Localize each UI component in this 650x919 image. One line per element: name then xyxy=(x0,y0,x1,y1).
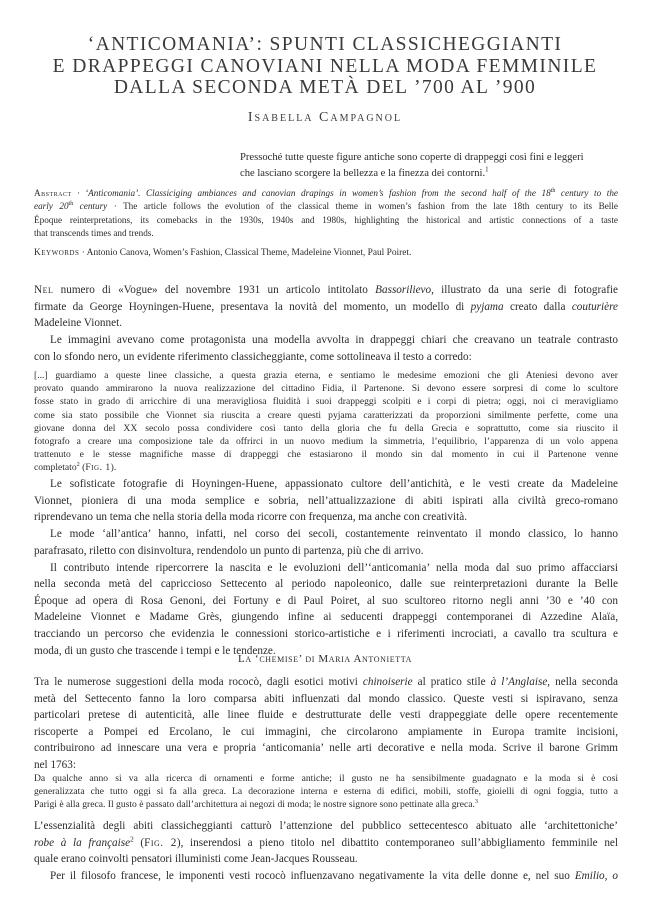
paragraph-line: moda, di un gusto che trascende i tempi e le tendenze. xyxy=(34,644,276,657)
paragraph-line: nella seconda metà del capriccioso Settecento al periodo napoleonico, dalle sue reinterpretazioni durante la Belle xyxy=(34,578,618,591)
text: completato xyxy=(34,462,77,474)
figure-ref[interactable]: Fig. 1 xyxy=(85,462,111,474)
paragraph-line: nel 1763: xyxy=(34,758,76,771)
text: ). xyxy=(110,462,117,474)
keywords-label: Keywords xyxy=(34,248,80,258)
paragraph-line: riscoperte a Pompei ed Ercolano, le cui immagini, che circolarono ampiamente in Europa tramite incisioni, xyxy=(34,725,618,738)
paragraph-line: contribuirono ad innescare una vera e propria ‘anticomania’ nelle arti decorative e nella moda. Scrive il barone Grimm xyxy=(34,742,618,755)
text: Tra le numerose suggestioni della moda rococò, dagli esotici motivi xyxy=(34,676,363,688)
text: Emilio, o xyxy=(574,869,618,882)
epigraph xyxy=(240,150,625,181)
text: Bassorilievo xyxy=(375,284,432,296)
abstract-english-title: century to the xyxy=(555,188,618,198)
quote-line: giovane donna del XX secolo possa condividere così tanto della gloria che fu della Grecia e soprattutto, come sia riuscito il xyxy=(34,422,618,434)
abstract-line: that transcends times and trends. xyxy=(34,228,154,239)
quote-line: fosse stato in grado di arricchire di una meravigliosa fluidità i suoi drappeggi scolpiti e i corpi di pietra; oggi, noi ci meravigliamo xyxy=(34,396,618,408)
paragraph-line: Vionnet, pioniera di una moda semplice e sobria, nell’attualizzazione di abiti ispirati alla civiltà greco-romano xyxy=(34,494,618,507)
quote-line: trattenuto e le stesse magnifiche masse di drappeggi che estasiarono il mondo sin dal momento in cui il Partenone venne xyxy=(34,449,618,461)
title-line: ‘ANTICOMANIA’: SPUNTI CLASSICHEGGIANTI xyxy=(87,34,563,55)
quote-line: Da qualche anno si va alla ricerca di ornamenti e forme antiche; il gusto ne ha sensibilmente guadagnato e la moda si è così xyxy=(34,773,618,784)
paragraph-line xyxy=(34,835,618,852)
figure-ref[interactable]: Fig. 2 xyxy=(144,836,177,849)
paragraph-line: Le immagini avevano come protagonista una modella avvolta in drappeggi chiari che creavano un teatrale contrasto xyxy=(50,334,618,346)
paragraph-line xyxy=(34,868,618,885)
epigraph-line xyxy=(240,166,625,182)
epigraph-text: che lasciano scorgere la bellezza e la finezza dei contorni. xyxy=(240,167,486,179)
ordinal-sup: th xyxy=(68,201,74,208)
footnote-ref[interactable]: 3 xyxy=(474,798,479,806)
text: , nella seconda xyxy=(547,676,618,688)
abstract-label: Abstract xyxy=(34,188,72,198)
quote-line: [...] guardiamo a queste linee classiche, a questa grazia eterna, e sentiamo le medesime emozioni che gli Ateniesi devono aver xyxy=(34,370,618,381)
text: Per il filosofo francese, le imponenti vesti rococò influenzavano negativamente la vita delle donne e, nel suo xyxy=(50,869,575,882)
paragraph-line: Époque ad opera di Rosa Genoni, dei Fortuny e di Paul Poiret, al suo scultoreo ritorno negli anni ’30 e ’40 con xyxy=(34,594,618,607)
paragraph-line: Madeleine Vionnet. xyxy=(34,317,122,330)
title-line: DALLA SECONDA METÀ DEL ’700 AL ’900 xyxy=(113,77,537,98)
paragraph-line: L’essenzialità degli abiti classicheggianti catturò l’attenzione del pubblico settecentesco abituato alle ‘architettoniche’ xyxy=(34,820,618,832)
paragraph-line: tracciando un percorso che evidenzia le connessioni storico-artistiche e i riferimenti incrociati, a cavallo tra scultura e xyxy=(34,627,618,640)
abstract-text: · The article follows the evolution of the classical theme in women’s fashion from the late 18th century to its Belle xyxy=(107,201,618,212)
paragraph-line: con lo sfondo nero, un evidente riferimento classicheggiante, come sottolineava il testo a corredo: xyxy=(34,350,472,363)
footnote-ref[interactable]: 1 xyxy=(485,165,489,173)
text: al pratico stile xyxy=(412,676,491,688)
quote-line xyxy=(34,461,618,474)
paragraph-line: particolari pretese di autenticità, alle linee fluide e destrutturate delle vesti drappeggiate delle opere recentemente xyxy=(34,709,618,722)
block-quote-1 xyxy=(34,369,618,475)
epigraph-text: Pressoché tutte queste figure antiche sono coperte di drappeggi così fini e leggeri xyxy=(240,152,584,163)
quote-line: fotografo a creare una composizione tale da offrirci in un nuovo medium la simmetria, l’equilibrio, l’apparenza di un volo appena xyxy=(34,436,618,448)
paragraph-4 xyxy=(34,526,618,559)
title-line: E DRAPPEGGI CANOVIANI NELLA MODA FEMMINILE xyxy=(52,55,598,77)
text: pyjama xyxy=(470,300,504,313)
ordinal-sup: th xyxy=(550,187,556,194)
paragraph-line: parafrasato, riletto con disinvoltura, rendendolo un punto di partenza, più che di arrivo. xyxy=(34,544,424,557)
paragraph-line: Madeleine Vionnet e Madame Grès, giungendo infine ai seducenti drappeggi contemporanei di Azzedine Alaïa, xyxy=(34,611,618,624)
abstract-english-title: century xyxy=(73,201,108,212)
abstract-line xyxy=(34,200,618,213)
paragraph-line xyxy=(34,674,618,691)
epigraph-line xyxy=(240,150,625,166)
paragraph-line xyxy=(34,299,618,316)
text: ), inserendosi a pieno titolo nel dibattito contemporaneo sull’abbigliamento femminile nel xyxy=(176,836,618,849)
abstract-line: Époque reinterpretations, its comebacks in the 1930s, 1940s and 1980s, highlighting the historical and artistic connections of a taste xyxy=(34,214,618,225)
text: ( xyxy=(79,462,86,474)
quote-line: come sia stato possibile che Vionnet sia riuscita a creare questi pyjama caratterizzati da proporzioni similmente perfette, come una xyxy=(34,409,618,421)
footnote-ref[interactable]: 2 xyxy=(76,461,80,469)
quote-line: provato quando ammirarono la nuova realizzazione del cittadino Fidia, il Partenone. Si devono essere sorpresi di come lo scultore xyxy=(34,383,618,395)
quote-line xyxy=(34,798,618,811)
paragraph-line: Le sofisticate fotografie di Hoyningen-Huene, appassionato cultore dell’antichità, e le vesti create da Madeleine xyxy=(50,478,618,490)
keywords xyxy=(34,248,618,258)
paragraph-line: Le mode ‘all’antica’ hanno, infatti, nel corso dei secoli, costantemente reinventato il mondo classico, lo hanno xyxy=(50,528,618,540)
paragraph-1 xyxy=(34,282,618,332)
paragraph-5 xyxy=(34,560,618,660)
abstract-english-title: early 20 xyxy=(34,201,69,212)
paragraph-line: Il contributo intende ripercorrere la nascita e le evoluzioni dell’‘anticomania’ nella moda dal suo primo affacciarsi xyxy=(50,561,618,574)
text: robe à la française xyxy=(34,836,131,849)
article-title xyxy=(40,34,610,99)
text: firmate da George Hoyningen-Huene, presentava la novità del momento, un modello di xyxy=(34,300,471,313)
text: creato dalla xyxy=(503,300,572,313)
paragraph-3 xyxy=(34,476,618,526)
quote-line: generalizzata che tutto oggi si fa alla greca. La decorazione interna e esterna di edifici, mobili, stoffe, gioielli di ogni foggia, tutto a xyxy=(34,786,618,798)
paragraph-line: riprendevano un tema che nella storia della moda ricorre con frequenza, ma anche con creatività. xyxy=(34,511,467,524)
paragraph-7 xyxy=(34,818,618,884)
abstract-english-title: · ‘Anticomania’. Classiciging ambiances and canovian drapings in women’s fashion from the second half of the 18 xyxy=(71,188,551,198)
text: ( xyxy=(133,836,145,849)
paragraph-6 xyxy=(34,674,618,774)
text: à l’Anglaise xyxy=(490,676,548,688)
author-name: Isabella Campagnol xyxy=(247,110,403,125)
text: chinoiserie xyxy=(362,676,413,688)
text: couturière xyxy=(571,300,618,313)
text: , illustrato da una serie di fotografie xyxy=(431,284,618,296)
paragraph-line: quale erano coinvolti pensatori illuministi come Jean-Jacques Rousseau. xyxy=(34,853,358,866)
paragraph-2 xyxy=(34,332,618,365)
block-quote-2 xyxy=(34,772,618,812)
text: Parigi è alla greca. Il gusto è passato dall’architettura ai negozi di moda; le nostre signore sono pettinate alla greca. xyxy=(34,799,475,811)
drop-cap-word: Nel xyxy=(34,284,54,296)
text: numero di «Vogue» del novembre 1931 un articolo intitolato xyxy=(53,284,376,296)
paragraph-line: metà del Settecento fanno la loro comparsa abiti influenzati dal mondo classico. Queste vesti si ispiravano, senza xyxy=(34,692,618,705)
abstract-line xyxy=(34,187,618,200)
footnote-ref[interactable]: 2 xyxy=(130,834,134,843)
abstract xyxy=(34,187,618,241)
keywords-text: · Antonio Canova, Women’s Fashion, Classical Theme, Madeleine Vionnet, Paul Poiret. xyxy=(79,248,412,258)
paragraph-line xyxy=(34,282,618,299)
section-heading: La ‘chemise’ di Maria Antonietta xyxy=(238,653,412,665)
